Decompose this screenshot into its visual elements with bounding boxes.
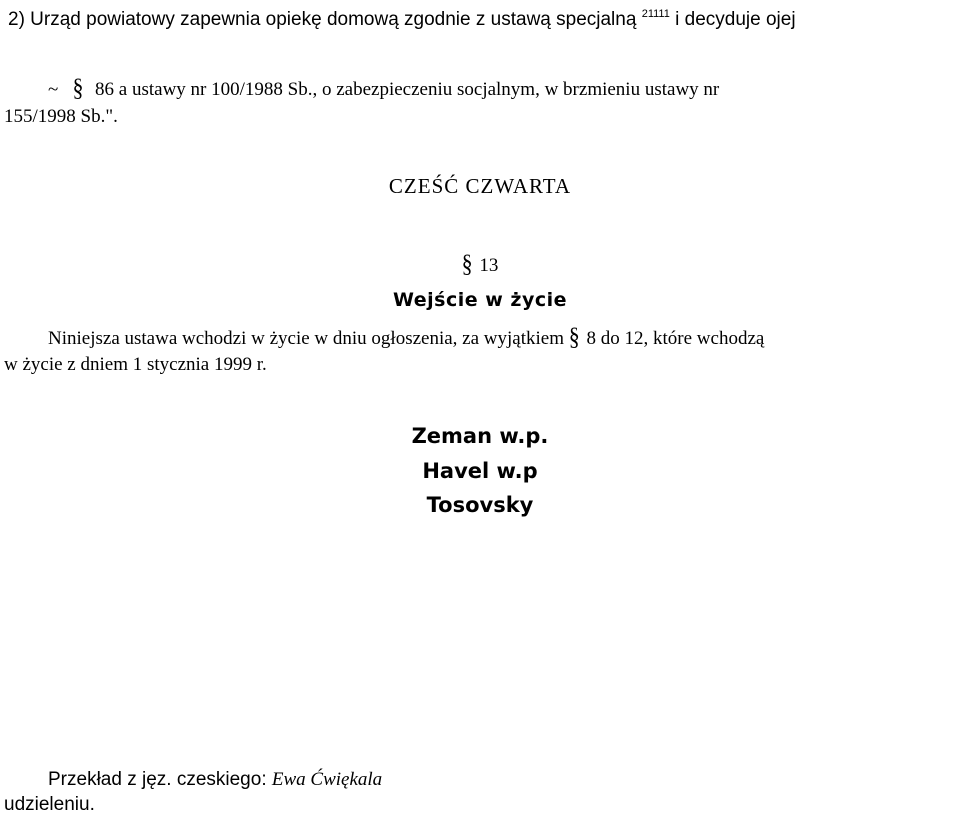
body-line-1 <box>48 322 765 351</box>
section-number-text: 13 <box>479 255 499 276</box>
section-sign-icon: § <box>568 322 580 351</box>
signature-3 <box>0 493 960 517</box>
translation-credit <box>48 768 382 792</box>
footer-line2-text: udzieleniu. <box>4 794 95 815</box>
footnote-number: 21111 <box>641 8 670 20</box>
translator-name: Ewa Ćwiękala <box>271 769 383 790</box>
translation-label: Przekład z jęz. czeskiego: <box>48 769 267 790</box>
signature-2 <box>0 459 960 483</box>
section-number <box>0 249 960 278</box>
paragraph-line-3 <box>4 105 118 129</box>
body-line2-text: w życie z dniem 1 stycznia 1999 r. <box>4 354 267 375</box>
signature-text: Tosovsky <box>426 493 534 517</box>
signature-text: Zeman w.p. <box>411 424 549 448</box>
signature-text: Havel w.p <box>422 459 538 483</box>
tilde-symbol: ~ <box>48 79 59 100</box>
line3-text: 155/1998 Sb.". <box>4 106 118 127</box>
section-sign-icon: § <box>72 73 84 102</box>
paragraph-line-1 <box>8 8 796 34</box>
body-line1-a: Niniejsza ustawa wchodzi w życie w dniu ogłoszenia, za wyjątkiem <box>48 328 564 349</box>
line2-text: 86 a ustawy nr 100/1988 Sb., o zabezpieczeniu socjalnym, w brzmieniu ustawy nr <box>95 79 720 100</box>
line1-prefix: 2) Urząd powiatowy zapewnia opiekę domową zgodnie z ustawą specjalną <box>8 9 637 30</box>
part-title <box>0 174 960 198</box>
body-line1-b: 8 do 12, które wchodzą <box>586 328 765 349</box>
section-sign-icon: § <box>461 249 473 278</box>
line1-suffix: i decyduje ojej <box>675 9 796 30</box>
footer-line-2 <box>4 793 95 817</box>
section-heading <box>0 288 960 312</box>
signature-1 <box>0 424 960 448</box>
section-heading-text: Wejście w życie <box>392 289 568 311</box>
part-title-text: CZEŚĆ CZWARTA <box>388 174 572 198</box>
body-line-2 <box>4 353 267 377</box>
paragraph-line-2 <box>48 73 720 102</box>
